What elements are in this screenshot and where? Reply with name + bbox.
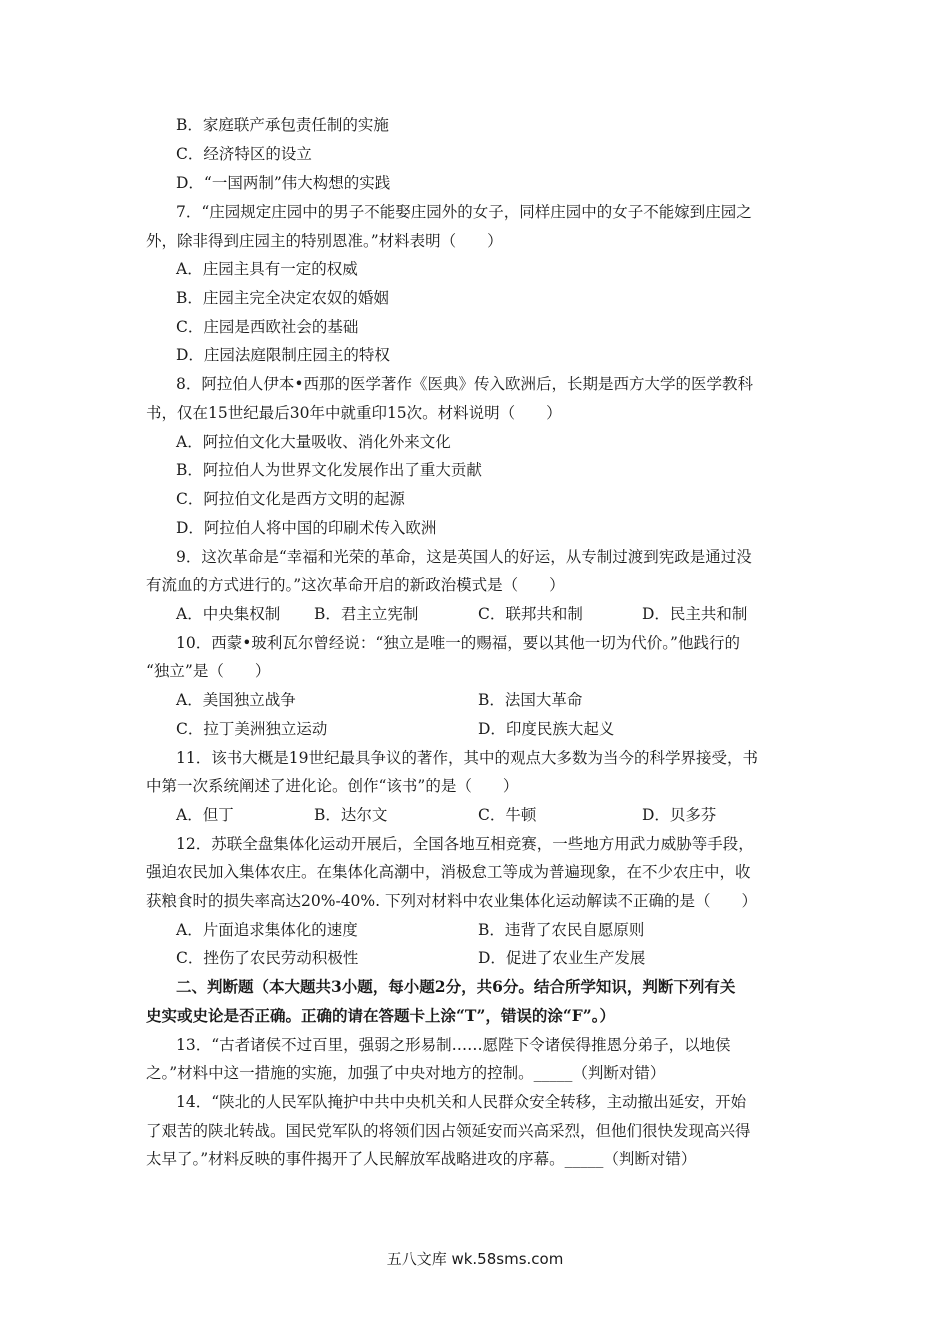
q12-stem-line2: 强迫农民加入集体农庄。在集体化高潮中，消极怠工等成为普遍现象，在不少农庄中，收 xyxy=(146,863,751,881)
q12-option-a: A．片面追求集体化的速度 xyxy=(176,921,358,939)
q12-stem-line1: 12．苏联全盘集体化运动开展后，全国各地互相竞赛，一些地方用武力威胁等手段， xyxy=(176,835,754,853)
q6-option-b: B．家庭联产承包责任制的实施 xyxy=(176,116,389,134)
q7-stem-line2: 外，除非得到庄园主的特别恩准。”材料表明（ ） xyxy=(146,232,503,250)
q8-stem-line2: 书，仅在15世纪最后30年中就重印15次。材料说明（ ） xyxy=(146,404,562,422)
q8-option-a: A．阿拉伯文化大量吸收、消化外来文化 xyxy=(176,433,451,451)
q8-option-b: B．阿拉伯人为世界文化发展作出了重大贡献 xyxy=(176,461,482,479)
q11-option-a: A．但丁 xyxy=(176,806,234,824)
q12-option-b: B．违背了农民自愿原则 xyxy=(478,921,645,939)
q11-option-d: D．贝多芬 xyxy=(642,806,717,824)
q7-option-b: B．庄园主完全决定农奴的婚姻 xyxy=(176,289,389,307)
q13-stem-line1: 13．“古者诸侯不过百里，强弱之形易制……愿陛下令诸侯得推恩分弟子，以地侯 xyxy=(176,1036,731,1054)
q14-stem-line3: 太早了。”材料反映的事件揭开了人民解放军战略进攻的序幕。_____（判断对错） xyxy=(146,1150,697,1168)
footer-watermark: 五八文库 wk.58sms.com xyxy=(386,1250,564,1268)
q9-stem-line2: 有流血的方式进行的。”这次革命开启的新政治模式是（ ） xyxy=(146,576,565,594)
q10-option-d: D．印度民族大起义 xyxy=(478,720,615,738)
q7-option-c: C．庄园是西欧社会的基础 xyxy=(176,318,359,336)
q10-option-a: A．美国独立战争 xyxy=(176,691,296,709)
q8-option-d: D．阿拉伯人将中国的印刷术传入欧洲 xyxy=(176,519,437,537)
q10-option-c: C．拉丁美洲独立运动 xyxy=(176,720,328,738)
q7-option-a: A．庄园主具有一定的权威 xyxy=(176,260,358,278)
q12-option-d: D．促进了农业生产发展 xyxy=(478,949,646,967)
q8-stem-line1: 8．阿拉伯人伊本•西那的医学著作《医典》传入欧洲后，长期是西方大学的医学教科 xyxy=(176,375,754,393)
q6-option-d: D．“一国两制”伟大构想的实践 xyxy=(176,174,391,192)
q9-option-d: D．民主共和制 xyxy=(642,605,748,623)
q11-stem-line2: 中第一次系统阐述了进化论。创作“该书”的是（ ） xyxy=(146,777,519,795)
q14-stem-line1: 14．“陕北的人民军队掩护中共中央机关和人民群众安全转移，主动撤出延安，开始 xyxy=(176,1093,747,1111)
q11-option-b: B．达尔文 xyxy=(314,806,388,824)
q9-option-b: B．君主立宪制 xyxy=(314,605,419,623)
q6-option-c: C．经济特区的设立 xyxy=(176,145,312,163)
q7-stem-line1: 7．“庄园规定庄园中的男子不能娶庄园外的女子，同样庄园中的女子不能嫁到庄园之 xyxy=(176,203,752,221)
q12-stem-line3: 获粮食时的损失率高达20%-40%. 下列对材料中农业集体化运动解读不正确的是（ ） xyxy=(146,892,757,910)
q11-stem-line1: 11．该书大概是19世纪最具争议的著作，其中的观点大多数为当今的科学界接受，书 xyxy=(176,749,758,767)
q14-stem-line2: 了艰苦的陕北转战。国民党军队的将领们因占领延安而兴高采烈，但他们很快发现高兴得 xyxy=(146,1122,751,1140)
q9-stem-line1: 9．这次革命是“幸福和光荣的革命，这是英国人的好运，从专制过渡到宪政是通过没 xyxy=(176,548,752,566)
q7-option-d: D．庄园法庭限制庄园主的特权 xyxy=(176,346,390,364)
q11-option-c: C．牛顿 xyxy=(478,806,537,824)
q10-stem-line2: “独立”是（ ） xyxy=(146,662,271,680)
q9-option-a: A．中央集权制 xyxy=(176,605,281,623)
q10-stem-line1: 10．西蒙•玻利瓦尔曾经说：“独立是唯一的赐福，要以其他一切为代价。”他践行的 xyxy=(176,634,740,652)
section2-heading-line2: 史实或史论是否正确。正确的请在答题卡上涂“T”，错误的涂“F”。） xyxy=(146,1006,615,1025)
q10-option-b: B．法国大革命 xyxy=(478,691,583,709)
q9-option-c: C．联邦共和制 xyxy=(478,605,583,623)
q12-option-c: C．挫伤了农民劳动积极性 xyxy=(176,949,359,967)
q8-option-c: C．阿拉伯文化是西方文明的起源 xyxy=(176,490,405,508)
section2-heading-line1: 二、判断题（本大题共3小题，每小题2分，共6分。结合所学知识，判断下列有关 xyxy=(176,977,736,996)
q13-stem-line2: 之。”材料中这一措施的实施，加强了中央对地方的控制。_____（判断对错） xyxy=(146,1064,666,1082)
